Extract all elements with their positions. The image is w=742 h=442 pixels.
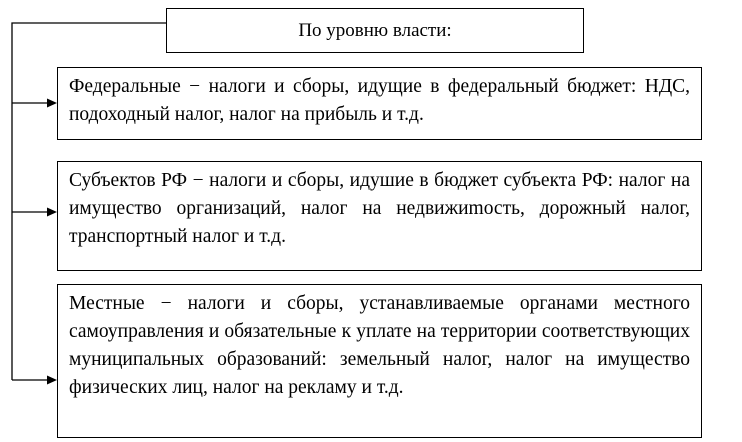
- regional-taxes-box: [57, 161, 702, 271]
- arrowhead-local: [47, 376, 57, 385]
- federal-taxes-box: [57, 67, 702, 140]
- local-taxes-text: Местные − налоги и сборы, устанавливаемые органами местного самоуправления и обязательные к уплате на территории соответствующих муниципальных образований: земельный налог, налог на имущество физических лиц, налог на рекламу и т.д.: [69, 293, 690, 398]
- federal-taxes-text: Федеральные − налоги и сборы, идущие в федеральный бюджет: НДС, подоходный налог, налог на прибыль и т.д.: [69, 76, 690, 125]
- arrowhead-regional: [47, 208, 57, 217]
- local-taxes-box: [57, 284, 702, 438]
- header-title: По уровню власти:: [298, 19, 452, 41]
- regional-taxes-text: Субъектов РФ − налоги и сборы, идушие в бюджет субъекта РФ: налог на имущество организаций, налог на недвижиmость, дорожный налог, транспортный налог и т.д.: [69, 170, 690, 247]
- arrowhead-federal: [47, 99, 57, 108]
- header-box: [166, 8, 584, 53]
